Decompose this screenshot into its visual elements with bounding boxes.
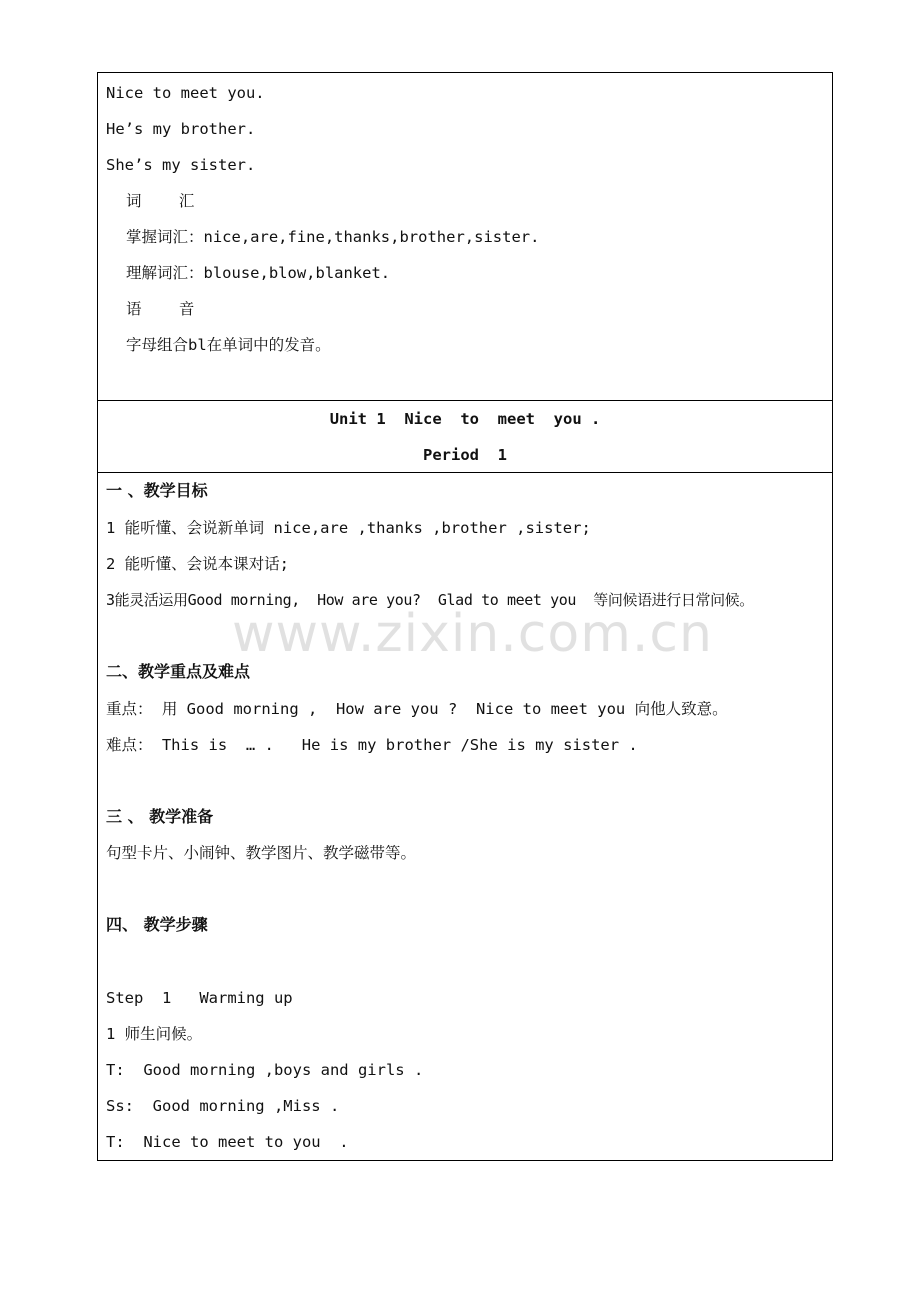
dialog-line: T: Good morning ,boys and girls . xyxy=(106,1061,424,1079)
sentence-line: Nice to meet you. xyxy=(106,84,265,102)
sentence-line: He’s my brother. xyxy=(106,120,256,138)
phonetics-note: 字母组合bl在单词中的发音。 xyxy=(126,336,331,354)
watermark: www.zixin.com.cn xyxy=(232,604,713,664)
objective-item: 3能灵活运用Good morning, How are you? Glad to meet you 等问候语进行日常问候。 xyxy=(106,591,754,609)
phonetics-label: 语 音 xyxy=(126,300,195,318)
objective-item: 2 能听懂、会说本课对话; xyxy=(106,555,289,573)
section-heading-preparation: 三 、 教学准备 xyxy=(106,807,214,826)
understand-vocabulary: 理解词汇：blouse,blow,blanket. xyxy=(126,264,391,282)
preparation-text: 句型卡片、小闹钟、教学图片、教学磁带等。 xyxy=(106,844,417,862)
step-title: Step 1 Warming up xyxy=(106,989,293,1007)
objective-item: 1 能听懂、会说新单词 nice,are ,thanks ,brother ,sister; xyxy=(106,519,591,537)
vocabulary-cell xyxy=(98,73,832,400)
sentence-line: She’s my sister. xyxy=(106,156,256,174)
master-vocabulary: 掌握词汇：nice,are,fine,thanks,brother,sister. xyxy=(126,228,540,246)
unit-title: Unit 1 Nice to meet you . xyxy=(329,410,601,428)
period-title: Period 1 xyxy=(423,446,507,464)
section-heading-objectives: 一 、教学目标 xyxy=(106,481,208,500)
difficult-point: 难点： This is … . He is my brother /She is my sister . xyxy=(106,736,638,754)
step-item: 1 师生问候。 xyxy=(106,1025,203,1043)
unit-title-cell xyxy=(98,400,832,472)
dialog-line: T: Nice to meet to you . xyxy=(106,1133,349,1151)
section-heading-steps: 四、 教学步骤 xyxy=(106,915,208,934)
vocabulary-label: 词 汇 xyxy=(126,192,195,210)
section-heading-key-points: 二、教学重点及难点 xyxy=(106,662,251,681)
lesson-plan-table xyxy=(97,72,833,1161)
key-point: 重点： 用 Good morning , How are you ? Nice to meet you 向他人致意。 xyxy=(106,700,728,718)
teaching-plan-cell xyxy=(98,472,832,1160)
dialog-line: Ss: Good morning ,Miss . xyxy=(106,1097,340,1115)
